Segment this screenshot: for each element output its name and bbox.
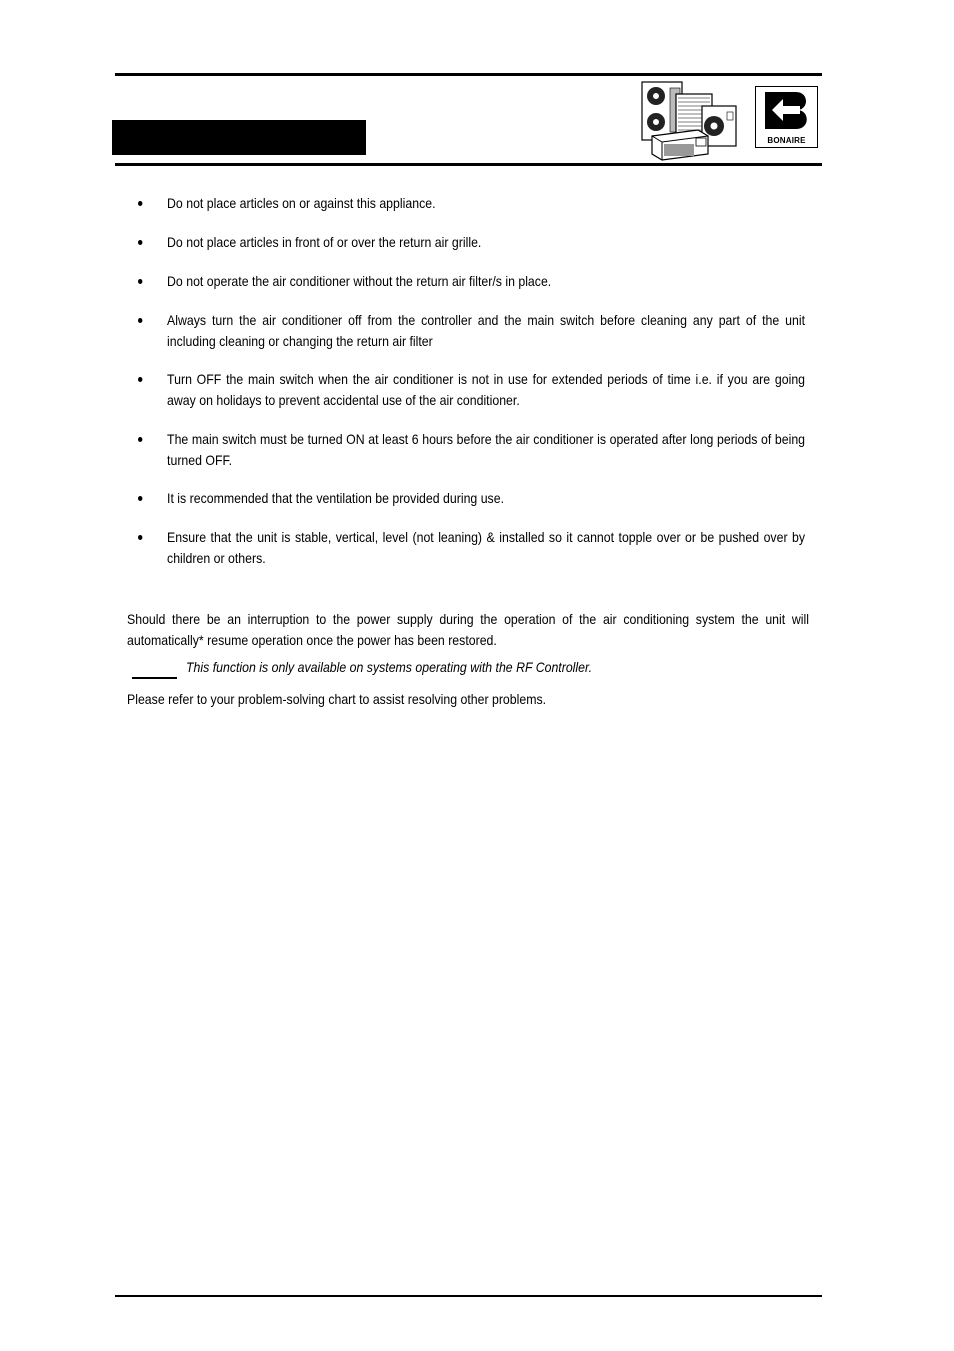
air-conditioner-units-illustration [640, 80, 740, 162]
bullet-dot [138, 437, 142, 442]
list-item: Always turn the air conditioner off from the controller and the main switch before cleaning any part of the unit including cleaning or changing the return air filter [138, 310, 729, 351]
list-item: It is recommended that the ventilation be provided during use. [138, 488, 729, 509]
footnote-text: This function is only available on systems operating with the RF Controller. [186, 659, 593, 675]
bullet-dot [138, 535, 142, 540]
list-item: Do not place articles on or against this appliance. [138, 193, 729, 214]
bonaire-logo [755, 86, 818, 148]
closing-paragraph: Please refer to your problem-solving chart to assist resolving other problems. [127, 691, 547, 707]
bullet-dot [138, 496, 142, 501]
header-top-rule [115, 73, 822, 76]
header-title-bar [112, 120, 366, 155]
bullet-dot [138, 318, 142, 323]
power-interruption-paragraph: Should there be an interruption to the power supply during the operation of the air conditioning system the unit will automatically* resume operation once the power has been restored. [127, 611, 809, 648]
header-bottom-rule [115, 163, 822, 166]
list-item: Ensure that the unit is stable, vertical, level (not leaning) & installed so it cannot topple over or be pushed over by children or others. [138, 527, 729, 568]
bonaire-logo-mark [756, 87, 816, 133]
bullet-dot [138, 240, 142, 245]
bullet-dot [138, 279, 142, 284]
list-item: Do not operate the air conditioner without the return air filter/s in place. [138, 271, 729, 292]
bullet-dot [138, 201, 142, 206]
footnote-rule [132, 677, 177, 679]
logo-wordmark: BONAIRE [767, 136, 806, 145]
list-item: Turn OFF the main switch when the air conditioner is not in use for extended periods of time i.e. if you are going away on holidays to prevent accidental use of the air conditioner. [138, 369, 729, 410]
bullet-dot [138, 377, 142, 382]
list-item: The main switch must be turned ON at least 6 hours before the air conditioner is operated after long periods of being turned OFF. [138, 429, 729, 470]
footer-rule [115, 1295, 822, 1297]
list-item: Do not place articles in front of or over the return air grille. [138, 232, 729, 253]
